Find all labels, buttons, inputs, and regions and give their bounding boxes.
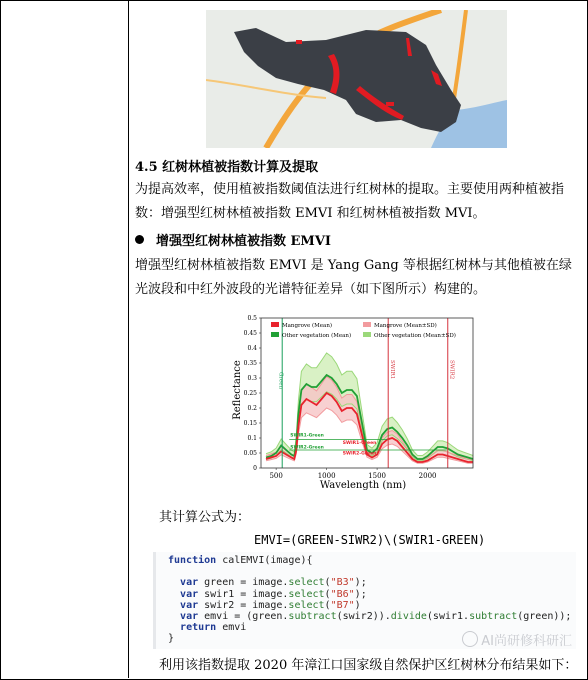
x-tick-label: 1500 xyxy=(368,472,387,480)
code-token: calEMVI(image){ xyxy=(216,555,313,566)
code-token xyxy=(168,589,180,600)
annotation-label: SWIR2-Green xyxy=(342,451,377,457)
y-tick-label: 0.15 xyxy=(243,420,257,427)
code-line xyxy=(156,611,576,622)
code-line xyxy=(156,577,576,588)
code-token: var xyxy=(180,599,199,611)
bullet-item xyxy=(135,230,331,249)
watermark-logo-icon xyxy=(462,631,478,647)
table-left-column xyxy=(0,0,129,678)
y-tick-label: 0.45 xyxy=(243,330,257,337)
annotation-label: SWIR1-Green xyxy=(342,441,377,446)
code-token: select xyxy=(288,577,325,589)
annotation-label: SWIR1-Green xyxy=(290,433,324,439)
legend-label: Mangrove (Mean) xyxy=(282,323,333,329)
code-token: swir1 = image. xyxy=(198,588,289,600)
code-token: var xyxy=(180,577,199,589)
spectral-figure-svg xyxy=(227,312,477,494)
code-token: ); xyxy=(354,577,367,589)
code-token xyxy=(168,622,180,633)
y-tick-label: 0.1 xyxy=(247,435,257,442)
emvi-formula: EMVI=(GREEN-SIWR2)\(SWIR1-GREEN) xyxy=(254,533,486,547)
code-token: var xyxy=(180,588,199,600)
annotation-label: SWIR2-Green xyxy=(290,445,324,451)
code-token: (swir1. xyxy=(426,610,470,622)
code-token: ); xyxy=(354,588,367,600)
band-label: SWIR2 xyxy=(448,360,455,380)
watermark-text: AI尚研修科研汇 xyxy=(481,634,572,649)
mangrove-map-svg xyxy=(206,10,507,148)
code-token: (green)); xyxy=(517,610,572,622)
mangrove-map-image xyxy=(206,10,507,148)
code-token xyxy=(168,577,180,588)
y-tick-label: 0.35 xyxy=(243,360,257,367)
code-token: ( xyxy=(324,599,331,611)
ylabel: Reflectance xyxy=(232,360,243,420)
y-tick-label: 0 xyxy=(253,465,257,472)
y-tick-label: 0.3 xyxy=(247,375,257,382)
code-line xyxy=(156,589,576,600)
y-tick-label: 0.5 xyxy=(247,315,257,322)
legend-swatch xyxy=(271,322,279,327)
x-tick-label: 2000 xyxy=(418,472,437,480)
xlabel: Wavelength (nm) xyxy=(319,480,407,491)
code-token: subtract xyxy=(288,610,337,622)
result-line: 利用该指数提取 2020 年漳江口国家级自然保护区红树林分布结果如下： xyxy=(159,658,578,673)
legend-swatch xyxy=(363,332,371,337)
spectral-figure xyxy=(227,312,477,494)
watermark xyxy=(462,630,572,649)
code-token: "B3" xyxy=(330,577,355,589)
formula-label: 其计算公式为： xyxy=(159,510,251,525)
code-token: green = image. xyxy=(198,577,289,589)
code-token: var xyxy=(180,610,199,622)
x-tick-label: 1000 xyxy=(317,472,336,480)
code-token: swir2 = image. xyxy=(198,599,289,611)
legend-swatch xyxy=(271,332,279,337)
code-line xyxy=(156,555,576,566)
code-line xyxy=(156,600,576,611)
code-token: divide xyxy=(390,610,427,622)
code-token: "B6" xyxy=(330,588,355,600)
band-label: Green xyxy=(277,372,284,390)
bullet-icon xyxy=(135,235,144,244)
table-content-cell xyxy=(129,0,586,678)
code-token: subtract xyxy=(469,610,518,622)
code-line xyxy=(156,566,576,577)
legend-label: Other vegetation (Mean±SD) xyxy=(374,333,456,339)
emvi-paragraph: 增强型红树林植被指数 EMVI 是 Yang Gang 等根据红树林与其他植被在绿光波段和中红外波段的光谱特征差异（如下图所示）构建的。 xyxy=(135,258,572,297)
code-token: ( xyxy=(324,577,331,589)
code-token: ( xyxy=(324,588,331,600)
legend-label: Other vegetation (Mean) xyxy=(282,333,352,339)
code-token: (swir2)). xyxy=(336,610,391,622)
code-token xyxy=(168,611,180,622)
y-tick-label: 0.05 xyxy=(243,450,257,457)
code-token: function xyxy=(168,555,217,566)
code-token: return xyxy=(180,622,217,634)
x-tick-label: 500 xyxy=(269,472,283,480)
legend-label: Mangrove (Mean±SD) xyxy=(374,323,437,329)
code-token: emvi xyxy=(216,622,247,634)
code-token: } xyxy=(168,633,175,645)
band-label: SWIR1 xyxy=(389,360,396,380)
y-tick-label: 0.4 xyxy=(247,345,257,352)
intro-paragraph: 为提高效率，使用植被指数阈值法进行红树林的提取。主要使用两种植被指数：增强型红树林植被指数 EMVI 和红树林植被指数 MVI。 xyxy=(135,182,565,221)
bullet-title: 增强型红树林植被指数 EMVI xyxy=(156,234,331,249)
code-token: emvi = (green. xyxy=(198,610,289,622)
section-heading: 4.5 红树林植被指数计算及提取 xyxy=(135,160,319,175)
y-tick-label: 0.2 xyxy=(247,405,257,412)
code-token: select xyxy=(288,588,325,600)
y-tick-label: 0.25 xyxy=(243,390,257,397)
legend-swatch xyxy=(363,322,371,327)
code-token: "B7" xyxy=(330,599,355,611)
code-token: select xyxy=(288,599,325,611)
code-token: ) xyxy=(354,599,361,611)
code-token xyxy=(168,600,180,611)
